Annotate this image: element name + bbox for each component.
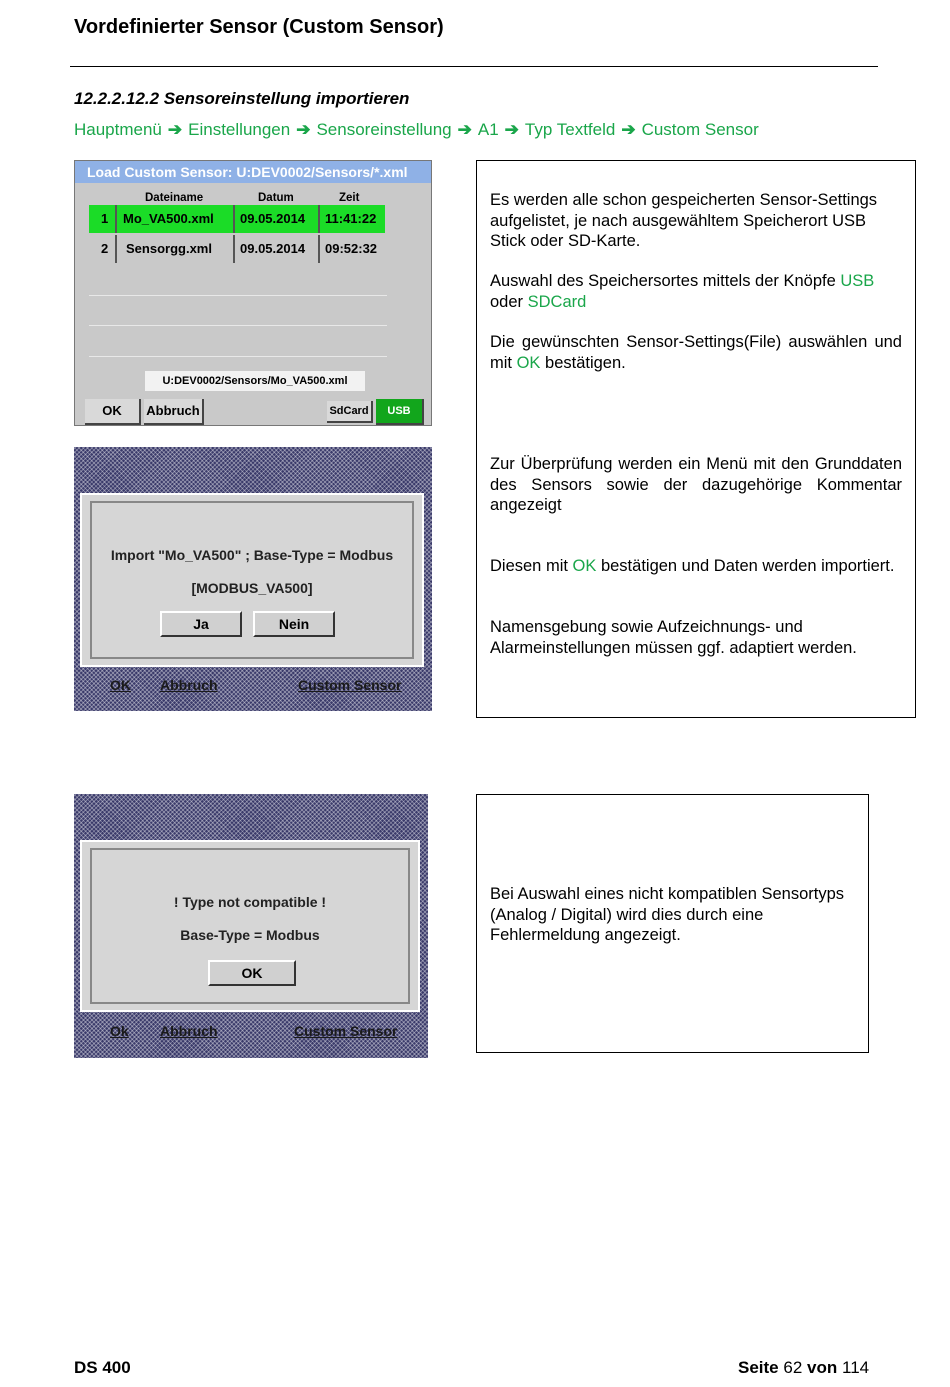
paragraph-incompatible-type: Bei Auswahl eines nicht kompatiblen Sensortyps (Analog / Digital) wird dies durch eine Fehlermeldung angezeigt. — [490, 885, 845, 944]
background-custom-sensor-button: Custom Sensor — [298, 677, 402, 693]
column-divider — [233, 235, 235, 263]
breadcrumb-item-sensoreinstellung: Sensoreinstellung — [316, 120, 452, 139]
usb-button[interactable]: USB — [376, 399, 424, 425]
empty-row-line — [89, 325, 387, 326]
paragraph-naming-alarms: Namensgebung sowie Aufzeichnungs- und Alarmeinstellungen müssen ggf. adaptiert werden. — [490, 618, 857, 657]
load-screen-title: Load Custom Sensor: U:DEV0002/Sensors/*.xml — [75, 161, 431, 183]
empty-row-line — [89, 295, 387, 296]
sdcard-button[interactable]: SdCard — [327, 401, 373, 423]
paragraph-storage-selection — [490, 271, 902, 312]
import-message: Import "Mo_VA500" ; Base-Type = Modbus — [110, 547, 394, 563]
background-custom-sensor-button: Custom Sensor — [294, 1023, 398, 1039]
column-header-time: Zeit — [339, 192, 360, 204]
column-header-filename: Dateiname — [145, 192, 204, 204]
text-run: Diesen mit — [490, 557, 573, 575]
breadcrumb-item-a1: A1 — [477, 120, 499, 139]
row-date: 09.05.2014 — [240, 211, 306, 226]
yes-button[interactable]: Ja — [160, 611, 242, 637]
breadcrumb-item-einstellungen: Einstellungen — [188, 120, 291, 139]
footer-product: DS 400 — [74, 1358, 131, 1377]
ok-keyword: OK — [516, 353, 541, 372]
breadcrumb — [74, 120, 759, 140]
text-run: Auswahl des Speichersortes mittels der Knöpfe — [490, 272, 841, 290]
sdcard-keyword: SDCard — [527, 292, 587, 311]
import-dialog — [80, 493, 424, 667]
load-custom-sensor-screen — [74, 160, 432, 426]
error-dialog — [80, 840, 420, 1012]
row-filename: Mo_VA500.xml — [123, 211, 214, 226]
section-heading: 12.2.2.12.2 Sensoreinstellung importieren — [74, 89, 410, 108]
text-run: bestätigen und Daten werden importiert. — [596, 557, 895, 575]
background-cancel-button: Abbruch — [160, 677, 218, 693]
arrow-right-icon: ➔ — [621, 120, 636, 139]
row-date: 09.05.2014 — [240, 241, 306, 256]
selected-path-field: U:DEV0002/Sensors/Mo_VA500.xml — [145, 371, 365, 391]
file-row[interactable] — [89, 235, 385, 263]
column-divider — [115, 235, 117, 263]
column-header-date: Datum — [258, 192, 294, 204]
row-index: 2 — [101, 241, 109, 256]
row-index: 1 — [101, 211, 109, 226]
current-page: 62 — [783, 1358, 803, 1377]
error-message: ! Type not compatible ! — [173, 894, 327, 910]
file-row-selected[interactable] — [89, 205, 385, 233]
breadcrumb-item-hauptmenue: Hauptmenü — [74, 120, 162, 139]
breadcrumb-item-typ-textfeld: Typ Textfeld — [524, 120, 616, 139]
text-run: bestätigen. — [540, 353, 626, 372]
column-divider — [318, 235, 320, 263]
description-box-import — [476, 160, 916, 718]
background-ok-button: Ok — [110, 1023, 129, 1039]
cancel-button[interactable]: Abbruch — [144, 399, 204, 425]
of-label: von — [807, 1358, 838, 1377]
paragraph-verification-menu: Zur Überprüfung werden ein Menü mit den Grunddaten des Sensors sowie der dazugehörige Kommentar angezeigt — [490, 455, 902, 514]
text-run: oder — [490, 292, 528, 311]
paragraph-settings-list: Es werden alle schon gespeicherten Sensor-Settings aufgelistet, je nach ausgewähltem Speicherort USB Stick oder SD-Karte. — [490, 191, 878, 250]
page-label: Seite — [738, 1358, 779, 1377]
column-divider — [318, 205, 320, 233]
no-button[interactable]: Nein — [253, 611, 335, 637]
background-cancel-button: Abbruch — [160, 1023, 218, 1039]
ok-keyword: OK — [572, 557, 597, 575]
usb-keyword: USB — [840, 272, 875, 290]
column-divider — [233, 205, 235, 233]
type-error-screen — [74, 794, 428, 1058]
row-time: 09:52:32 — [325, 241, 378, 256]
arrow-right-icon: ➔ — [167, 120, 183, 139]
total-pages: 114 — [842, 1358, 870, 1377]
breadcrumb-item-custom-sensor: Custom Sensor — [641, 120, 759, 139]
row-time: 11:41:22 — [325, 211, 377, 226]
description-box-error — [476, 794, 869, 1053]
sensor-name: [MODBUS_VA500] — [191, 580, 313, 596]
paragraph-confirm-import — [490, 556, 902, 577]
footer-page-number — [738, 1358, 869, 1378]
arrow-right-icon: ➔ — [296, 120, 311, 139]
header-divider — [70, 66, 878, 67]
ok-button[interactable]: OK — [208, 960, 296, 986]
ok-button[interactable]: OK — [85, 399, 141, 425]
page-title: Vordefinierter Sensor (Custom Sensor) — [74, 16, 444, 38]
background-ok-button: OK — [110, 677, 131, 693]
column-divider — [115, 205, 117, 233]
row-filename: Sensorgg.xml — [126, 241, 212, 256]
import-confirm-screen — [74, 447, 432, 711]
paragraph-select-file — [490, 332, 902, 373]
text-run: Die gewünschten Sensor-Settings(File) auswählen und mit — [490, 333, 902, 372]
arrow-right-icon: ➔ — [457, 120, 472, 139]
base-type-info: Base-Type = Modbus — [180, 927, 320, 943]
empty-row-line — [89, 356, 387, 357]
arrow-right-icon: ➔ — [504, 120, 519, 139]
